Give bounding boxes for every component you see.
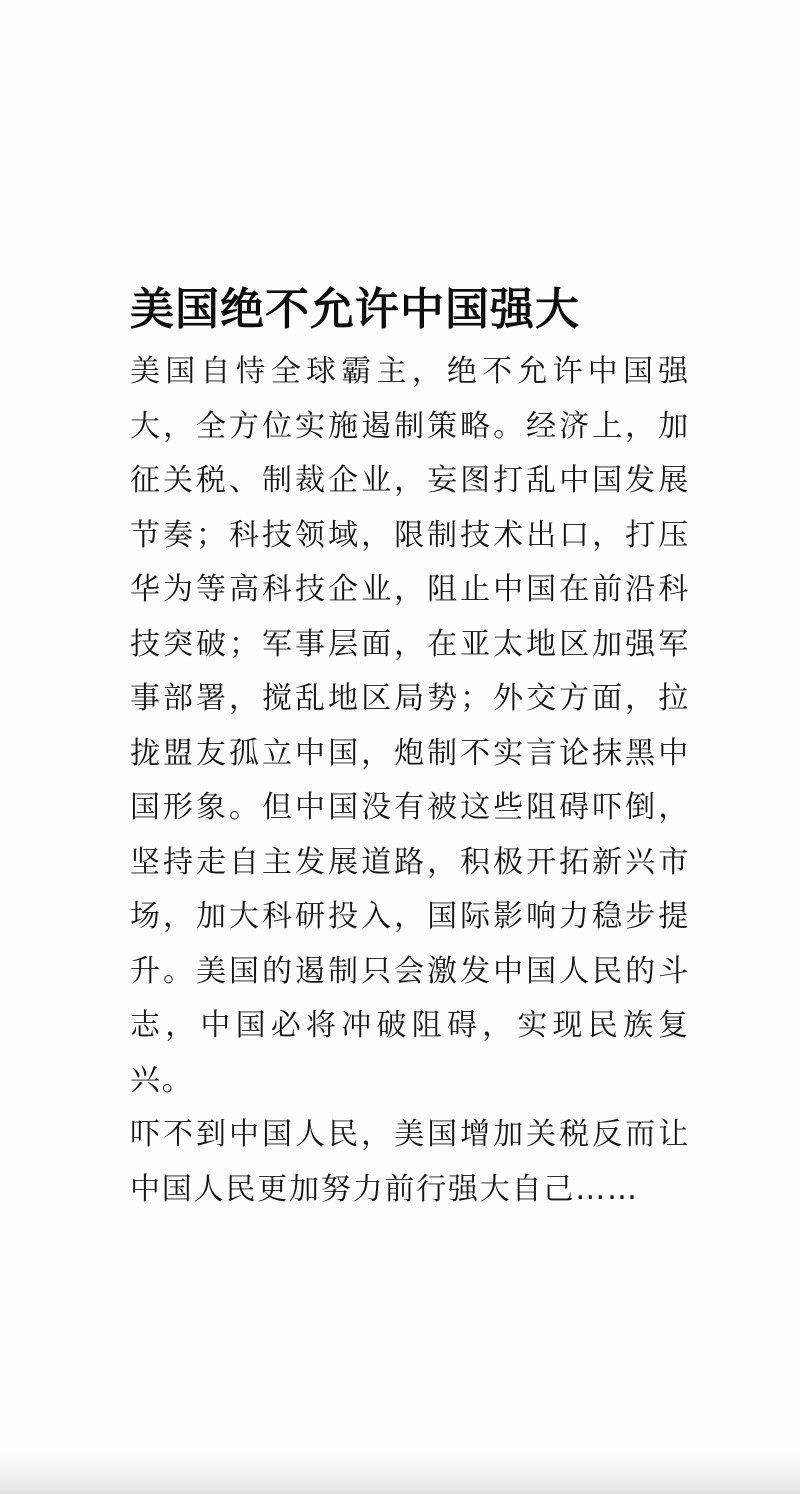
article-paragraph-1: 美国自恃全球霸主，绝不允许中国强大，全方位实施遏制策略。经济上，加征关税、制裁企业，妄图打乱中国发展节奏；科技领域，限制技术出口，打压华为等高科技企业，阻止中国在前沿科技突破；军事层面，在亚太地区加强军事部署，搅乱地区局势；外交方面，拉拢盟友孤立中国，炮制不实言论抹黑中国形象。但中国没有被这些阻碍吓倒，坚持走自主发展道路，积极开拓新兴市场，加大科研投入，国际影响力稳步提升。美国的遏制只会激发中国人民的斗志，中国必将冲破阻碍，实现民族复兴。 [130, 354, 690, 1098]
article-paragraph-2: 吓不到中国人民，美国增加关税反而让中国人民更加努力前行强大自己…… [130, 1117, 690, 1207]
article-title: 美国绝不允许中国强大 [130, 284, 580, 335]
bottom-fade [0, 1450, 800, 1494]
article [130, 276, 690, 1217]
